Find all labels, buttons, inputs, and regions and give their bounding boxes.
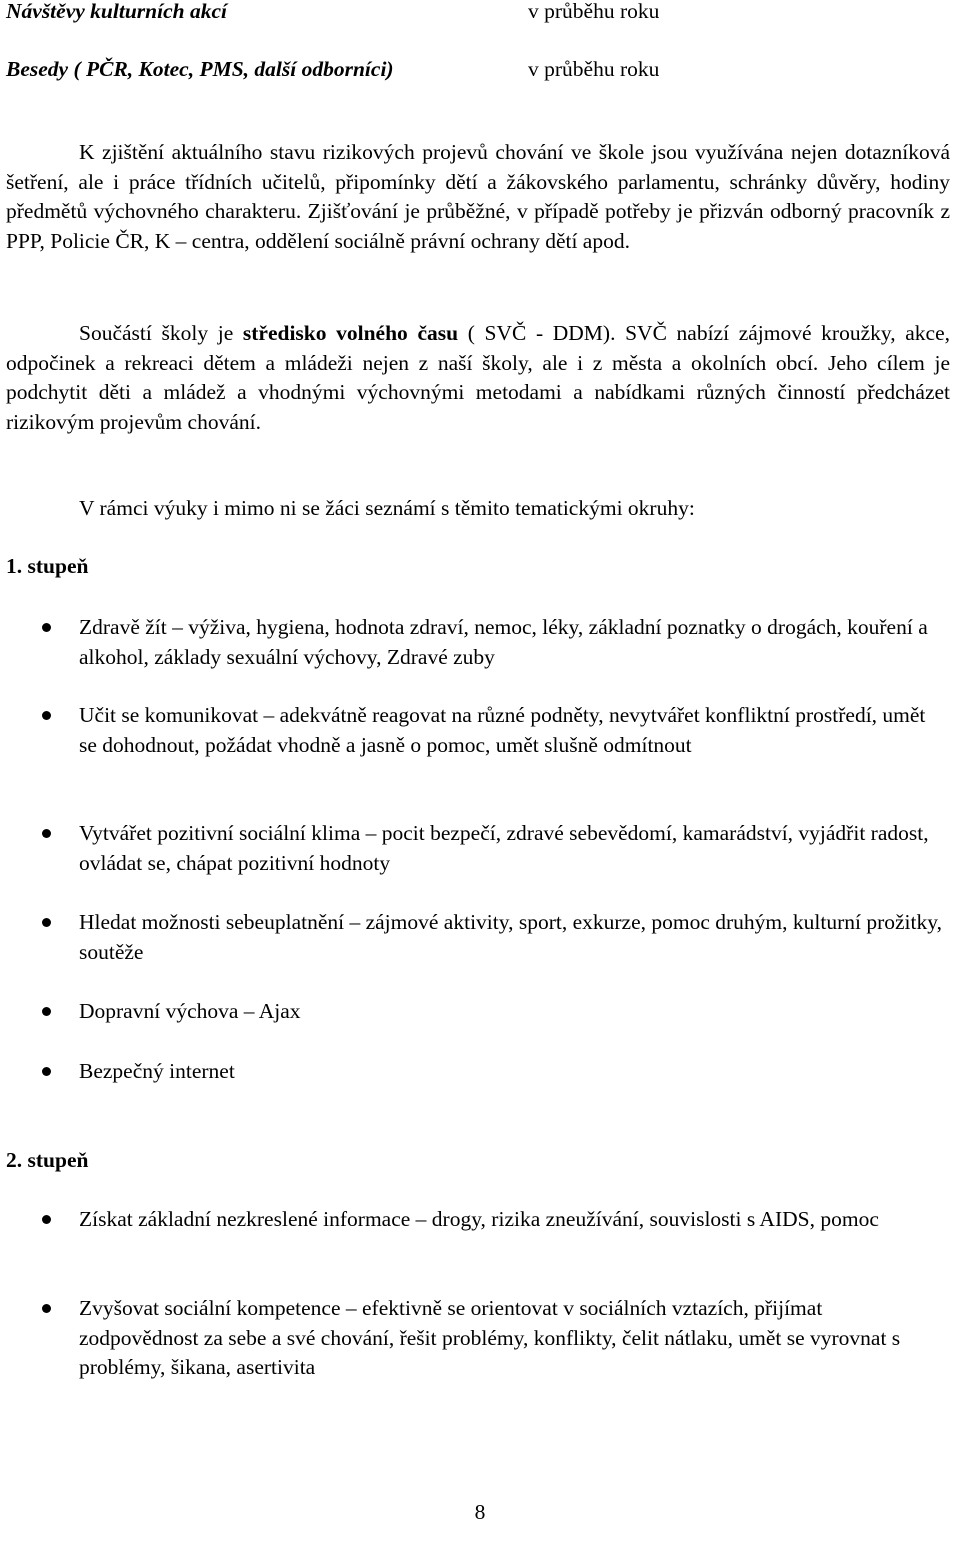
page-number: 8 xyxy=(474,1500,486,1524)
list-item-text: Zvyšovat sociální kompetence – efektivně se orientovat v sociálních vztazích, přijímat zodpovědnost za sebe a své chování, řešit problémy, konflikty, čelit nátlaku, umět se vyrovnat s problémy, šikana, asertivita xyxy=(79,1296,901,1379)
list-item-text: Učit se komunikovat – adekvátně reagovat na různé podněty, nevytvářet konfliktní prostředí, umět se dohodnout, požádat vhodně a jasně o pomoc, umět slušně odmítnout xyxy=(79,703,926,757)
bullet-icon xyxy=(42,1007,51,1016)
activity-label: Besedy ( PČR, Kotec, PMS, další odborníci) xyxy=(6,57,394,81)
activity-timing: v průběhu roku xyxy=(528,0,660,23)
activity-timing: v průběhu roku xyxy=(528,57,660,81)
bullet-icon xyxy=(42,1067,51,1076)
paragraph-leisure-center-text: ( SVČ - DDM). SVČ nabízí zájmové kroužky, akce, odpočinek a rekreaci dětem a mládeži nejen z naší školy, ale i z města a okolních obcí. Jeho cílem je podchytit děti a mládež a vhodnými výchovnými metodami a nabídkami různých činností předcházet rizikovým projevům chování. xyxy=(6,321,950,434)
topics-intro: V rámci výuky i mimo ni se žáci seznámí s těmito tematickými okruhy: xyxy=(79,496,695,520)
stage-2-heading: 2. stupeň xyxy=(6,1148,89,1172)
bullet-icon xyxy=(42,711,51,720)
list-item-text: Dopravní výchova – Ajax xyxy=(79,999,301,1023)
list-item-text: Vytvářet pozitivní sociální klima – pocit bezpečí, zdravé sebevědomí, kamarádství, vyjádřit radost, ovládat se, chápat pozitivní hodnoty xyxy=(79,821,929,875)
activity-label: Návštěvy kulturních akcí xyxy=(6,0,227,23)
bullet-icon xyxy=(42,1304,51,1313)
paragraph-leisure-center xyxy=(6,319,950,437)
paragraph-risk-monitoring xyxy=(6,138,950,256)
bullet-icon xyxy=(42,829,51,838)
list-item-text: Zdravě žít – výživa, hygiena, hodnota zdraví, nemoc, léky, základní poznatky o drogách, kouření a alkohol, základy sexuální výchovy, Zdravé zuby xyxy=(79,615,928,669)
leisure-center-name: středisko volného času xyxy=(242,321,459,345)
bullet-icon xyxy=(42,918,51,927)
bullet-icon xyxy=(42,623,51,632)
paragraph-risk-monitoring-text: K zjištění aktuálního stavu rizikových projevů chování ve škole jsou využívána nejen dotazníková šetření, ale i práce třídních učitelů, připomínky dětí a žákovského parlamentu, schránky důvěry, hodiny předmětů výchovného charakteru. Zjišťování je průběžné, v případě potřeby je přizván odborný pracovník z PPP, Policie ČR, K – centra, oddělení sociálně právní ochrany dětí apod. xyxy=(6,140,950,253)
list-item-text: Získat základní nezkreslené informace – drogy, rizika zneužívání, souvislosti s AIDS, pomoc xyxy=(79,1207,879,1231)
stage-1-heading: 1. stupeň xyxy=(6,554,89,578)
paragraph-leisure-center-lead: Součástí školy je xyxy=(79,321,243,345)
list-item-text: Hledat možnosti sebeuplatnění – zájmové aktivity, sport, exkurze, pomoc druhým, kulturní prožitky, soutěže xyxy=(79,910,942,964)
bullet-icon xyxy=(42,1215,51,1224)
list-item-text: Bezpečný internet xyxy=(79,1059,235,1083)
